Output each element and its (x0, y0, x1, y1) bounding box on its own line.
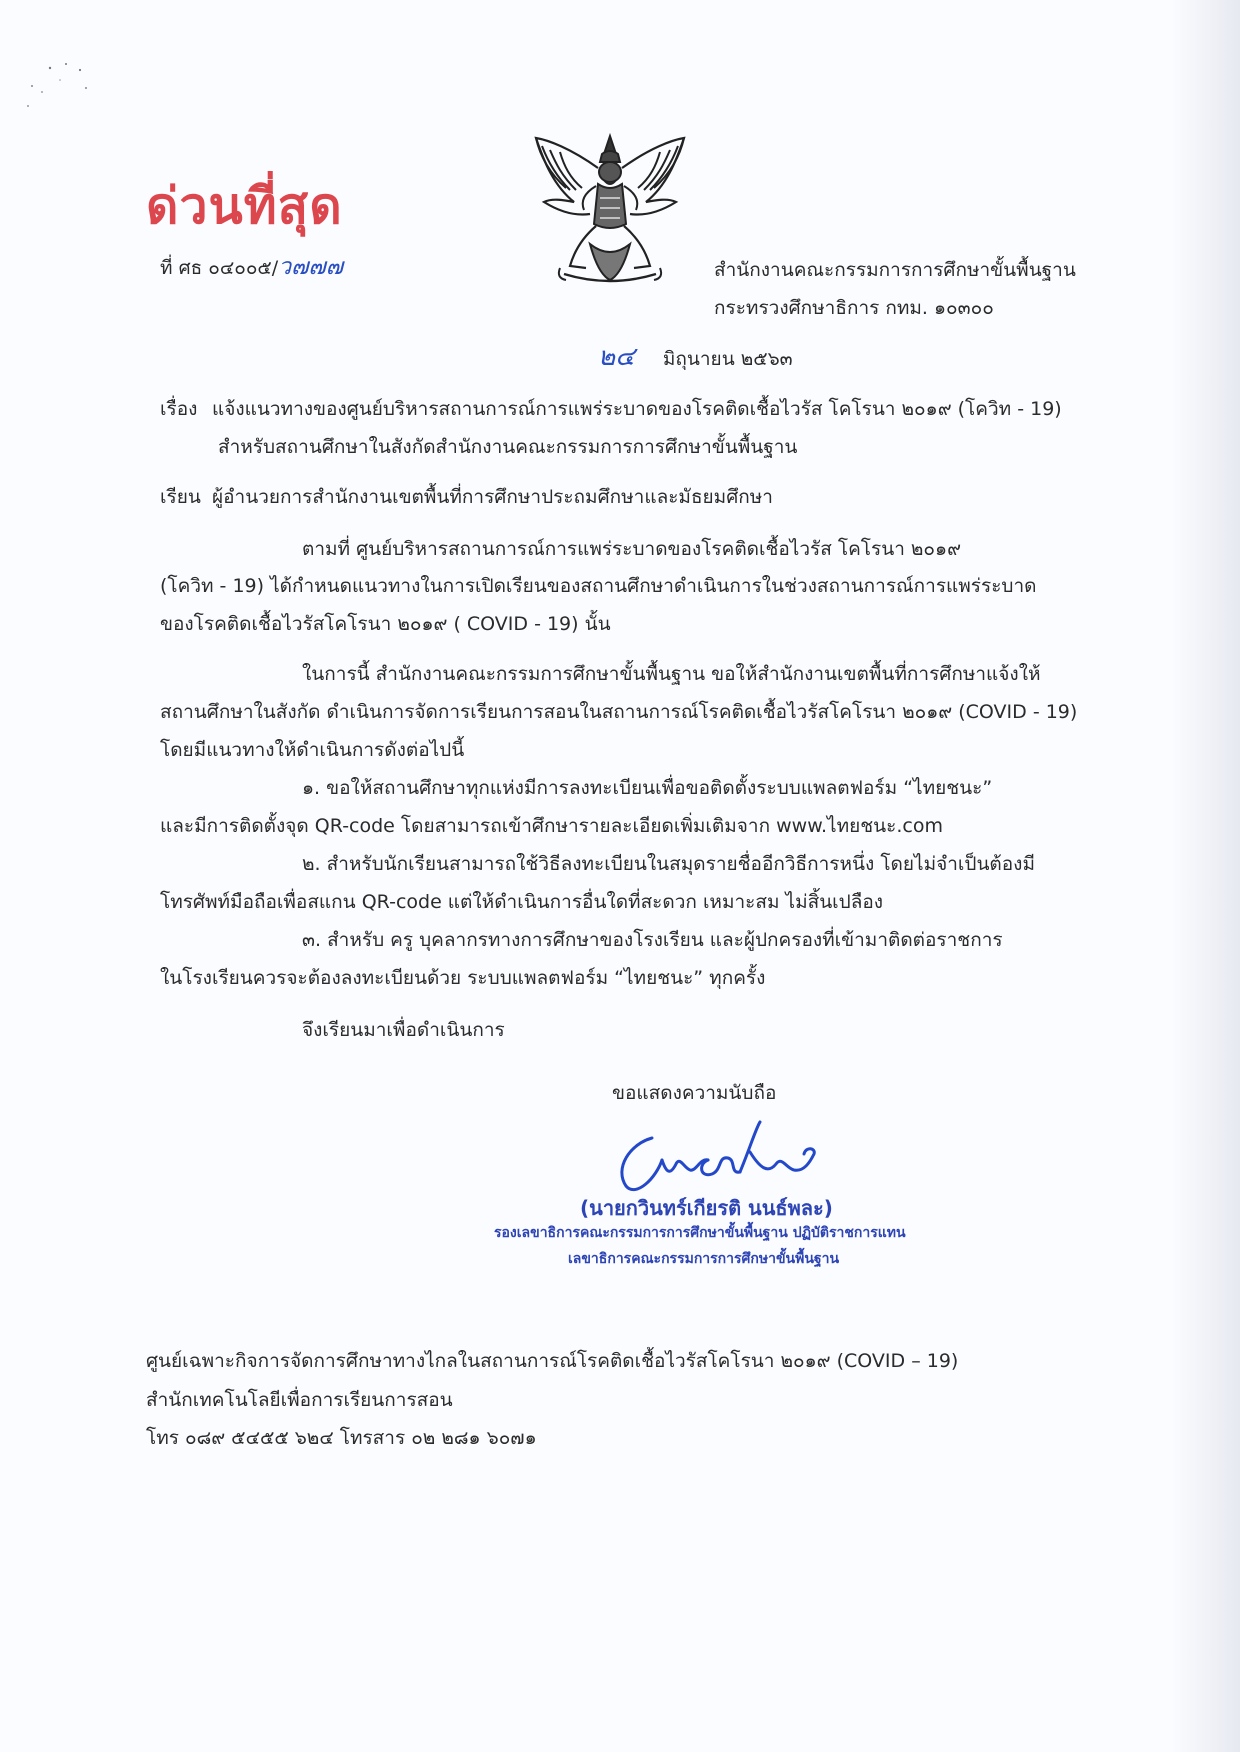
body-paragraph-1-line: ของโรคติดเชื้อไวรัสโคโรนา ๒๐๑๙ ( COVID - 19) นั้น (160, 613, 611, 635)
reference-handwritten: ว๗๗๗ (278, 254, 344, 280)
closing-text: จึงเรียนมาเพื่อดำเนินการ (302, 1019, 505, 1041)
body-paragraph-2-line: ในการนี้ สำนักงานคณะกรรมการศึกษาขั้นพื้นฐาน ขอให้สำนักงานเขตพื้นที่การศึกษาแจ้งให้ (302, 663, 1041, 685)
body-item-1-line: ๑. ขอให้สถานศึกษาทุกแห่งมีการลงทะเบียนเพื่อขอติดตั้งระบบแพลตฟอร์ม “ไทยชนะ” (302, 777, 993, 799)
body-item-3-line: ในโรงเรียนควรจะต้องลงทะเบียนด้วย ระบบแพลตฟอร์ม “ไทยชนะ” ทุกครั้ง (160, 967, 766, 989)
footer-unit: ศูนย์เฉพาะกิจการจัดการศึกษาทางไกลในสถานการณ์โรคติดเชื้อไวรัสโคโรนา ๒๐๑๙ (COVID – 19) (146, 1350, 959, 1372)
signatory-name: (นายกวินทร์เกียรติ นนธ์พละ) (580, 1196, 833, 1220)
body-item-2-line: ๒. สำหรับนักเรียนสามารถใช้วิธีลงทะเบียนในสมุดรายชื่ออีกวิธีการหนึ่ง โดยไม่จำเป็นต้องมี (302, 853, 1035, 875)
date-day-handwritten: ๒๔ (598, 342, 635, 372)
body-paragraph-1-line: (โควิท - 19) ได้กำหนดแนวทางในการเปิดเรียนของสถานศึกษาดำเนินการในช่วงสถานการณ์การแพร่ระบาด (160, 575, 1037, 597)
urgency-stamp: ด่วนที่สุด (146, 176, 343, 235)
garuda-emblem-icon (530, 128, 690, 288)
signatory-position-line-2: เลขาธิการคณะกรรมการการศึกษาขั้นพื้นฐาน (568, 1251, 840, 1267)
date-month-year: มิถุนายน ๒๕๖๓ (662, 348, 793, 370)
body-item-2-line: โทรศัพท์มือถือเพื่อสแกน QR-code แต่ให้ดำเนินการอื่นใดที่สะดวก เหมาะสม ไม่สิ้นเปลือง (160, 891, 884, 913)
reference-number (160, 254, 343, 281)
date-line (598, 344, 793, 372)
subject-line-1: แจ้งแนวทางของศูนย์บริหารสถานการณ์การแพร่ระบาดของโรคติดเชื้อไวรัส โคโรนา ๒๐๑๙ (โควิท - 19) (212, 398, 1062, 420)
addressee-label: เรียน (160, 486, 201, 508)
footer-office: สำนักเทคโนโลยีเพื่อการเรียนการสอน (146, 1389, 453, 1411)
office-name: สำนักงานคณะกรรมการการศึกษาขั้นพื้นฐาน (714, 259, 1076, 281)
addressee: ผู้อำนวยการสำนักงานเขตพื้นที่การศึกษาประถมศึกษาและมัธยมศึกษา (212, 486, 773, 508)
regards-text: ขอแสดงความนับถือ (612, 1082, 777, 1104)
signatory-position: รองเลขาธิการคณะกรรมการการศึกษาขั้นพื้นฐาน ปฏิบัติราชการแทน (494, 1225, 906, 1241)
handwritten-signature (600, 1108, 840, 1198)
body-paragraph-2-line: โดยมีแนวทางให้ดำเนินการดังต่อไปนี้ (160, 739, 465, 761)
body-item-1-line: และมีการติดตั้งจุด QR-code โดยสามารถเข้าศึกษารายละเอียดเพิ่มเติมจาก www.ไทยชนะ.com (160, 815, 943, 837)
subject-label: เรื่อง (160, 398, 198, 420)
body-paragraph-2-line: สถานศึกษาในสังกัด ดำเนินการจัดการเรียนการสอนในสถานการณ์โรคติดเชื้อไวรัสโคโรนา ๒๐๑๙ (COVID - 19) (160, 701, 1078, 723)
reference-label: ที่ ศธ ๐๔๐๐๕/ (160, 257, 279, 279)
footer-contact: โทร ๐๘๙ ๕๔๕๕ ๖๒๔ โทรสาร ๐๒ ๒๘๑ ๖๐๗๑ (146, 1427, 537, 1449)
body-item-3-line: ๓. สำหรับ ครู บุคลากรทางการศึกษาของโรงเรียน และผู้ปกครองที่เข้ามาติดต่อราชการ (302, 929, 1003, 951)
scan-specks (20, 60, 110, 130)
office-address: กระทรวงศึกษาธิการ กทม. ๑๐๓๐๐ (714, 297, 994, 319)
subject-line-2: สำหรับสถานศึกษาในสังกัดสำนักงานคณะกรรมการการศึกษาขั้นพื้นฐาน (218, 436, 798, 458)
body-paragraph-1-line: ตามที่ ศูนย์บริหารสถานการณ์การแพร่ระบาดของโรคติดเชื้อไวรัส โคโรนา ๒๐๑๙ (302, 538, 961, 560)
